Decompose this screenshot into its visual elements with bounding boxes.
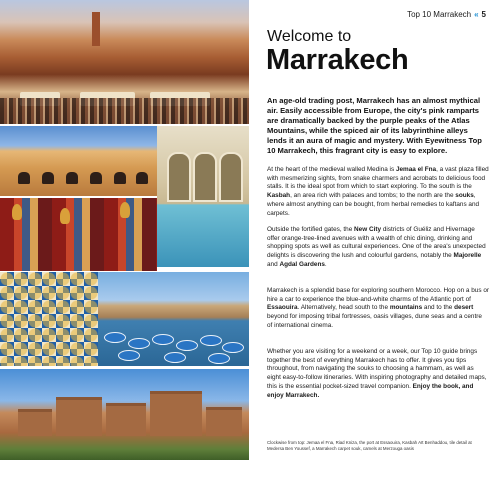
camel-shape [114, 172, 126, 184]
photo-kasbah-ait-benhaddou [0, 369, 249, 460]
camel-shape [90, 172, 102, 184]
boat-shape [118, 350, 140, 361]
boat-shape [176, 340, 198, 351]
camel-shape [66, 172, 78, 184]
boat-shape [200, 335, 222, 346]
kasbah-tower [150, 391, 202, 436]
kasbah-tower [18, 409, 52, 436]
camel-shape [136, 172, 148, 184]
minaret-shape [92, 12, 100, 46]
photo-tile-detail [0, 272, 98, 366]
photo-essaouira-port [98, 272, 249, 366]
arch-shape [193, 152, 217, 202]
crowd-shape [0, 98, 249, 124]
page-title: Marrakech [266, 44, 409, 76]
running-header [407, 10, 486, 19]
lead-paragraph: An age-old trading post, Marrakech has an almost mythical air. Easily accessible from Europe, the city's pink ramparts are dramatically backed by the purple peaks of the Atlas Mountains, while the spiced air of its labyrinthine alleys lends it an aura of magic and mystery. With Eyewitness Top 10 Marrakech, this fragrant city is easy to explore. [267, 96, 482, 155]
boat-shape [208, 353, 230, 364]
kasbah-tower [56, 397, 102, 436]
body-paragraph: Whether you are visiting for a weekend or a week, our Top 10 guide brings together the best of everything Marrakech has to offer. It gives you tips throughout, from navigating the souks to choosing a hammam, as well as eight easy-to-follow itineraries. With inspiring photography and detailed maps, this is the essential pocket-sized travel companion. Enjoy the book, and enjoy Marrakech. [267, 348, 487, 399]
body-paragraph: Marrakech is a splendid base for exploring southern Morocco. Hop on a bus or hire a car to experience the blue-and-white charms of the Atlantic port of Essaouira. Alternatively, head south to the mountains and to the desert beyond for imposing tribal fortresses, oasis villages, dune seas and a centre of international cinema. [267, 287, 490, 329]
boat-shape [128, 338, 150, 349]
tile-pattern [0, 272, 98, 366]
photo-jemaa-el-fna [0, 0, 249, 124]
boat-shape [222, 342, 244, 353]
photo-merzouga-camels [0, 126, 157, 196]
lamp-shape [60, 208, 70, 224]
double-chevron-icon: « [474, 10, 479, 19]
page-subtitle: Welcome to [267, 28, 352, 45]
camel-shape [42, 172, 54, 184]
body-paragraph: Outside the fortified gates, the New City districts of Guéliz and Hivernage offer orange-tree-lined avenues with a wealth of chic dining, drinking and shopping spots as well as cultural experiences. One of the area's unexpected delights is discovering the lush and colourful gardens, notably the Majorelle and Agdal Gardens. [267, 226, 486, 268]
arch-shape [167, 152, 191, 202]
boat-shape [164, 352, 186, 363]
page-number: 5 [481, 10, 486, 19]
body-paragraph: At the heart of the medieval walled Medina is Jemaa el Fna, a vast plaza filled with mesmerizing sights, from snake charmers and acrobats to delicious food stalls. It is the ideal spot from which to start exploring. To the south is the Kasbah, an area rich with palaces and tombs; to the north are the souks, where almost anything can be bought, from herbal remedies to kaftans and carpets. [267, 166, 489, 217]
kasbah-tower [106, 403, 146, 436]
boat-shape [152, 334, 174, 345]
kasbah-tower [206, 407, 242, 436]
photo-riad-kniza [157, 126, 249, 267]
photo-caption: Clockwise from top: Jemaa el Fna, Riad Kniza, the port at Essaouira, Kasbah Aït Benhaddou, tile detail at Medersa Ben Youssef, a Marrakech carpet souk, camels at Merzouga oasis [267, 440, 472, 451]
lamp-shape [12, 204, 22, 220]
camel-shape [18, 172, 30, 184]
section-title: Top 10 Marrakech [407, 10, 472, 19]
lamp-shape [120, 202, 130, 218]
arch-shape [219, 152, 243, 202]
boat-shape [104, 332, 126, 343]
photo-carpet-souk [0, 198, 157, 271]
